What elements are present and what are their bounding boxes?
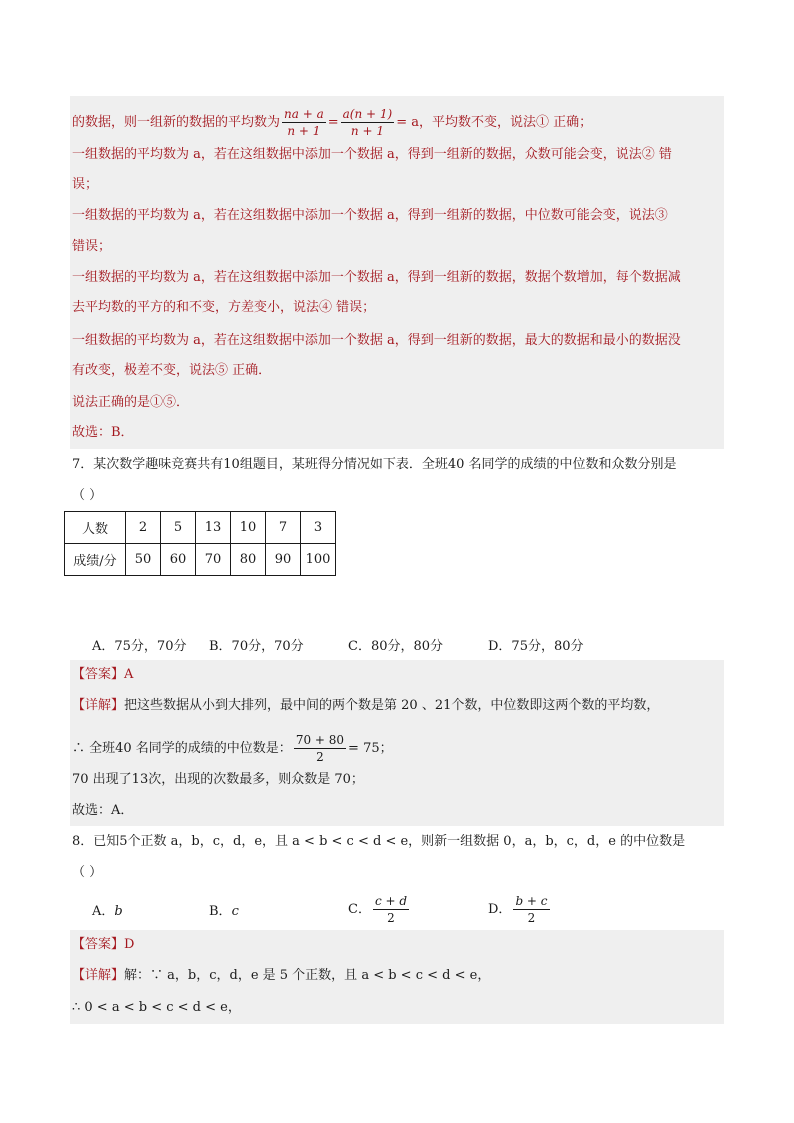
question-8-stem: 8．已知5个正数 a，b，c，d，e，且 a < b < c < d < e，则新一组数据 0，a，b，c，d，e 的中位数是 bbox=[72, 834, 686, 849]
question-7-detail-2 bbox=[72, 732, 393, 765]
solution-6-line-8: 一组数据的平均数为 a，若在这组数据中添加一个数据 a，得到一组新的数据，最大的数据和最小的数据没 bbox=[72, 333, 681, 348]
question-8-answer bbox=[72, 935, 134, 955]
solution-6-line-5: 错误； bbox=[72, 239, 112, 254]
option-label: D． bbox=[488, 902, 512, 917]
option-fraction bbox=[513, 893, 549, 926]
fraction-numerator: 70 + 80 bbox=[295, 733, 345, 747]
detail-tag: 【详解】 bbox=[72, 968, 125, 983]
question-7-option-a[interactable]: A．75分，70分 bbox=[92, 639, 187, 654]
score-table bbox=[64, 511, 336, 576]
option-value: c bbox=[231, 904, 239, 919]
question-7-paren: （ ） bbox=[72, 488, 103, 503]
table-cell: 80 bbox=[231, 544, 266, 576]
table-cell: 3 bbox=[301, 512, 336, 544]
answer-value: D bbox=[124, 937, 135, 952]
solution-6-line-9: 有改变，极差不变，说法⑤ 正确． bbox=[72, 363, 272, 378]
table-row bbox=[65, 512, 336, 544]
solution-6-line-7: 去平均数的平方的和不变，方差变小，说法④ 错误； bbox=[72, 300, 376, 315]
question-8-detail-1 bbox=[72, 966, 490, 986]
question-7-answer bbox=[72, 665, 133, 685]
table-cell: 70 bbox=[196, 544, 231, 576]
option-fraction bbox=[373, 893, 409, 926]
question-8-option-a[interactable] bbox=[92, 900, 123, 919]
fraction-numerator: c + d bbox=[374, 894, 408, 908]
equals-sign: = bbox=[327, 115, 339, 130]
detail-text: 把这些数据从小到大排列，最中间的两个数是第 20 、21个数，中位数即这两个数的平均数， bbox=[124, 698, 660, 713]
solution-6-line-11: 故选：B． bbox=[72, 425, 134, 440]
fraction-2 bbox=[341, 106, 395, 139]
fraction-numerator: na + a bbox=[284, 107, 324, 121]
question-7-option-c[interactable]: C．80分，80分 bbox=[348, 639, 444, 654]
fraction-denominator: 2 bbox=[527, 911, 536, 925]
question-7-detail-3: 70 出现了13次，出现的次数最多，则众数是 70； bbox=[72, 772, 364, 787]
table-cell: 50 bbox=[126, 544, 161, 576]
question-8-option-c[interactable] bbox=[348, 893, 411, 926]
solution-text: = a，平均数不变，说法① 正确； bbox=[396, 115, 593, 130]
table-row bbox=[65, 544, 336, 576]
detail-tag: 【详解】 bbox=[72, 698, 125, 713]
solution-6-line-10: 说法正确的是①⑤． bbox=[72, 395, 190, 410]
table-cell: 13 bbox=[196, 512, 231, 544]
option-label: B． bbox=[209, 904, 232, 919]
table-cell: 100 bbox=[301, 544, 336, 576]
option-value: b bbox=[114, 904, 123, 919]
question-7-detail-4: 故选：A． bbox=[72, 803, 134, 818]
fraction-denominator: 2 bbox=[387, 911, 395, 925]
solution-6-line-2: 一组数据的平均数为 a，若在这组数据中添加一个数据 a，得到一组新的数据，众数可能会变，说法② 错 bbox=[72, 147, 672, 162]
table-cell: 2 bbox=[126, 512, 161, 544]
answer-value: A bbox=[124, 667, 134, 682]
detail-text: = 75； bbox=[348, 741, 393, 756]
question-8-paren: （ ） bbox=[72, 865, 103, 880]
detail-text: 解：∵ a，b，c，d，e 是 5 个正数，且 a < b < c < d < e， bbox=[124, 968, 491, 983]
fraction-numerator: a(n + 1) bbox=[342, 107, 393, 121]
table-cell: 90 bbox=[266, 544, 301, 576]
fraction-median bbox=[294, 732, 346, 765]
solution-6-line-1 bbox=[72, 106, 592, 139]
answer-tag: 【答案】 bbox=[72, 667, 125, 682]
table-cell: 5 bbox=[161, 512, 196, 544]
table-cell: 60 bbox=[161, 544, 196, 576]
question-7-option-b[interactable]: B．70分，70分 bbox=[209, 639, 304, 654]
solution-6-line-3: 误； bbox=[72, 177, 99, 192]
fraction-denominator: n + 1 bbox=[287, 124, 321, 138]
fraction-denominator: 2 bbox=[316, 750, 324, 764]
option-label: A． bbox=[92, 904, 115, 919]
fraction-denominator: n + 1 bbox=[350, 124, 384, 138]
answer-tag: 【答案】 bbox=[72, 937, 125, 952]
question-8-detail-2: ∴ 0 < a < b < c < d < e， bbox=[72, 1000, 241, 1015]
question-7-option-d[interactable]: D．75分，80分 bbox=[488, 639, 584, 654]
detail-text: ∴ 全班40 名同学的成绩的中位数是： bbox=[72, 741, 292, 756]
question-8-option-b[interactable] bbox=[209, 900, 239, 919]
solution-6-line-4: 一组数据的平均数为 a，若在这组数据中添加一个数据 a，得到一组新的数据，中位数可能会变，说法③ bbox=[72, 208, 668, 223]
fraction-numerator: b + c bbox=[515, 894, 548, 908]
solution-text: 的数据，则一组新的数据的平均数为 bbox=[72, 115, 281, 130]
option-label: C． bbox=[348, 902, 371, 917]
table-cell: 10 bbox=[231, 512, 266, 544]
fraction-1 bbox=[282, 106, 326, 139]
solution-6-line-6: 一组数据的平均数为 a，若在这组数据中添加一个数据 a，得到一组新的数据，数据个数增加，每个数据减 bbox=[72, 270, 681, 285]
question-8-option-d[interactable] bbox=[488, 893, 552, 926]
table-header-score: 成绩/分 bbox=[65, 544, 126, 576]
table-cell: 7 bbox=[266, 512, 301, 544]
question-7-stem: 7．某次数学趣味竞赛共有10组题目，某班得分情况如下表．全班40 名同学的成绩的中位数和众数分别是 bbox=[72, 457, 677, 472]
question-7-detail-1 bbox=[72, 696, 659, 716]
table-header-count: 人数 bbox=[65, 512, 126, 544]
